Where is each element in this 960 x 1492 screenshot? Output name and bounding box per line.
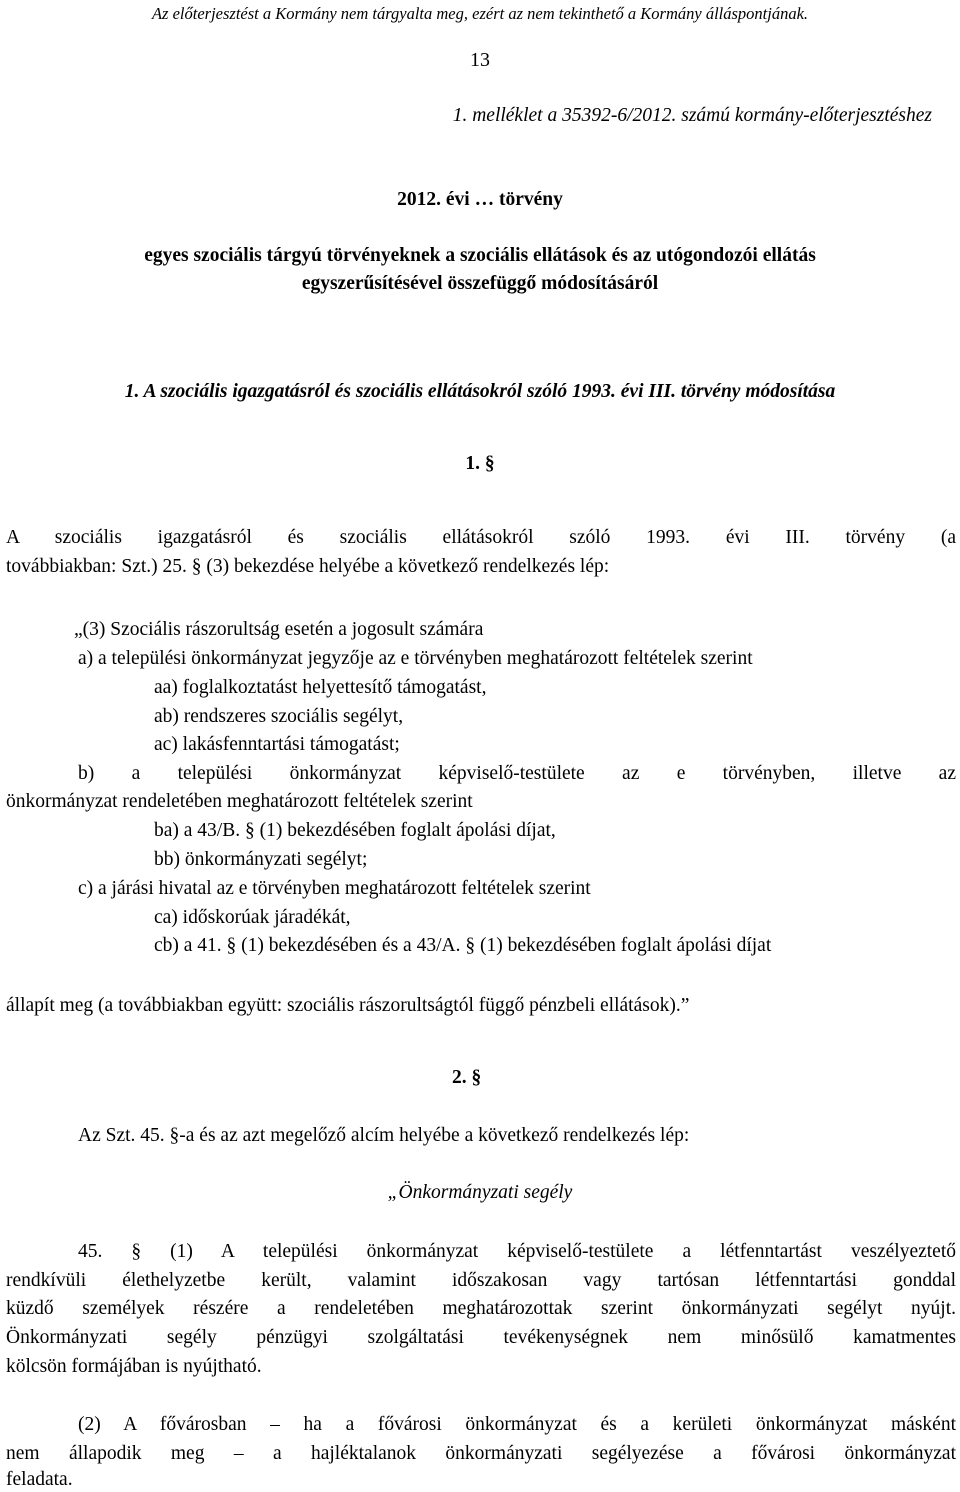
paragraph-2-heading: 2. § [452,1067,482,1088]
law-subtitle-line-2: egyszerűsítésével összefüggő módosításáról [301,273,659,294]
quote-item-bb: bb) önkormányzati segélyt; [154,849,368,870]
quote-item-a: a) a települési önkormányzat jegyzője az e törvényben meghatározott feltételek szerint [78,648,753,669]
quote-item-b: b) a települési önkormányzat képviselő-testülete az e törvényben, illetve az [78,763,956,784]
quote-item-ca: ca) időskorúak járadékát, [154,907,351,928]
quote-item-cb: cb) a 41. § (1) bekezdésében és a 43/A. § (1) bekezdésében foglalt ápolási díjat [154,935,772,956]
section-45-1-line-2: rendkívüli élethelyzetbe került, valamint időszakosan vagy tartósan létfenntartási gonddal [6,1270,956,1291]
page-number: 13 [470,49,490,71]
quote-line: „(3) Szociális rászorultság esetén a jogosult számára [74,619,484,640]
quote-item-ab: ab) rendszeres szociális segélyt, [154,706,404,727]
paragraph-1-heading: 1. § [465,453,495,474]
quote-closing: állapít meg (a továbbiakban együtt: szociális rászorultságtól függő pénzbeli ellátások).” [6,995,690,1016]
quote-item-ba: ba) a 43/B. § (1) bekezdésében foglalt ápolási díjat, [154,820,556,841]
section-45-2-line-3: feladata. [6,1469,73,1490]
section-45-1-line-5: kölcsön formájában is nyújtható. [6,1356,262,1377]
paragraph-2-intro: Az Szt. 45. §-a és az azt megelőző alcím helyébe a következő rendelkezés lép: [78,1125,690,1146]
section-45-2-line-2: nem állapodik meg – a hajléktalanok önkormányzati segélyezése a fővárosi önkormányzat [6,1443,956,1464]
section-45-1-line-1: 45. § (1) A települési önkormányzat képviselő-testülete a létfenntartást veszélyeztető [78,1241,956,1262]
paragraph-1-intro-line-2: továbbiakban: Szt.) 25. § (3) bekezdése helyébe a következő rendelkezés lép: [6,556,610,577]
quote-item-c: c) a járási hivatal az e törvényben meghatározott feltételek szerint [78,878,591,899]
section-45-1-line-4: Önkormányzati segély pénzügyi szolgáltatási tevékenységnek nem minősülő kamatmentes [6,1327,956,1348]
subsection-title: „Önkormányzati segély [387,1182,573,1203]
quote-item-aa: aa) foglalkoztatást helyettesítő támogatást, [154,677,487,698]
paragraph-1-intro-line-1: A szociális igazgatásról és szociális ellátásokról szóló 1993. évi III. törvény (a [6,527,956,548]
law-title: 2012. évi … törvény [397,189,563,210]
section-45-2-line-1: (2) A fővárosban – ha a fővárosi önkormányzat és a kerületi önkormányzat másként [78,1414,956,1435]
law-subtitle-line-1: egyes szociális tárgyú törvényeknek a szociális ellátások és az utógondozói ellátás [144,245,816,266]
quote-item-b-cont: önkormányzat rendeletében meghatározott feltételek szerint [6,791,473,812]
section-title: 1. A szociális igazgatásról és szociális ellátásokról szóló 1993. évi III. törvény módosítása [124,381,836,402]
section-45-1-line-3: küzdő személyek részére a rendeletében meghatározottak szerint önkormányzati segélyt nyújt. [6,1298,956,1319]
quote-item-ac: ac) lakásfenntartási támogatást; [154,734,400,755]
header-disclaimer: Az előterjesztést a Kormány nem tárgyalta meg, ezért az nem tekinthető a Kormány álláspontjának. [151,4,809,23]
annex-label: 1. melléklet a 35392-6/2012. számú kormány-előterjesztéshez [452,105,932,126]
